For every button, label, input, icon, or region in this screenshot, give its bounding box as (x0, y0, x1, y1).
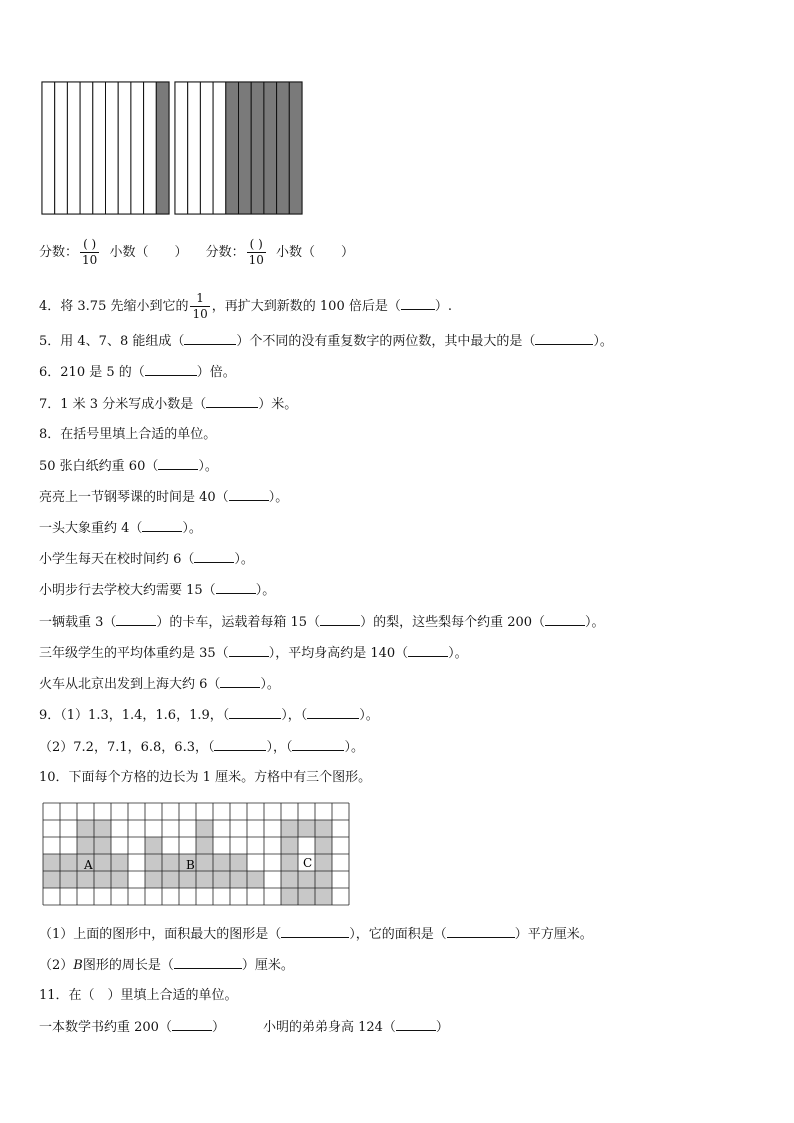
q11-l1-text-d: ） (435, 1020, 449, 1035)
grid-shaded-cell (145, 871, 162, 888)
q10-l2-text-d: ）厘米。 (241, 958, 294, 973)
grid-shaded-cell (230, 854, 247, 871)
grid-shaded-cell (196, 820, 213, 837)
grid-shaded-cell (94, 871, 111, 888)
grid-shaded-cell (247, 871, 264, 888)
q5-blank-max[interactable] (535, 333, 593, 345)
grid-shaded-cell (43, 871, 60, 888)
grid-shaded-cell (196, 871, 213, 888)
q8-l7-text-c: ）。 (448, 646, 468, 661)
grid-shaded-cell (281, 871, 298, 888)
strip-empty (144, 82, 157, 214)
q10-l1-text-b: ），它的面积是（ (349, 927, 447, 942)
q11-l1-text-b: ） (211, 1020, 225, 1035)
q8-l2-blank[interactable] (229, 489, 269, 501)
question-9-2 (39, 739, 364, 756)
strip-empty (93, 82, 106, 214)
q4-answer-blank[interactable] (401, 298, 435, 310)
q4-text-c: ）. (434, 299, 452, 314)
q10-part-1 (39, 926, 593, 943)
q8-l5-blank[interactable] (216, 582, 256, 594)
grid-shaded-cell (298, 820, 315, 837)
q10-part-2 (39, 957, 294, 974)
strip-empty (131, 82, 144, 214)
grid-shaded-cell (111, 871, 128, 888)
q8-line-4 (39, 551, 254, 568)
q4-fraction (190, 291, 209, 322)
q9-l2-end: ）。 (344, 740, 364, 755)
q8-l6-text-a: 一辆载重 3（ (39, 615, 117, 630)
q8-l6-blank-2[interactable] (320, 614, 360, 626)
q7-text-b: ）米。 (258, 397, 298, 412)
q8-l5-end: ）。 (255, 583, 276, 598)
q4-num: 1 (190, 291, 209, 307)
q8-l8-blank[interactable] (220, 676, 260, 688)
q8-l7-blank-2[interactable] (408, 645, 448, 657)
grid-shaded-cell (281, 854, 298, 871)
grid-shaded-cell (315, 871, 332, 888)
strip-empty (175, 82, 188, 214)
grid-shaded-cell (213, 854, 230, 871)
grid-label-b: B (186, 858, 195, 872)
q10-l2-text-a: （2） (39, 958, 74, 973)
q9-l1-sep: ），（ (281, 708, 308, 723)
q8-l7-text-a: 三年级学生的平均体重约是 35（ (39, 646, 229, 661)
grid-shaded-cell (77, 837, 94, 854)
grid-shaded-cell (179, 871, 196, 888)
q10-grid (42, 802, 354, 908)
q10-l2-blank[interactable] (174, 957, 242, 969)
q8-l2-text: 亮亮上一节钢琴课的时间是 40（ (39, 490, 229, 505)
q10-l1-text-c: ）平方厘米。 (514, 927, 593, 942)
q5-blank-count[interactable] (184, 333, 236, 345)
strip-shaded (239, 82, 252, 214)
q10-l2-text-c: 图形的周长是（ (82, 958, 174, 973)
q3-den2: 10 (248, 253, 264, 267)
strip-empty (213, 82, 226, 214)
q9-l2-blank-2[interactable] (292, 739, 344, 751)
q3-num1[interactable]: ( ) (80, 237, 99, 253)
q3-row (39, 237, 354, 268)
strip-shaded (156, 82, 169, 214)
strip-empty (118, 82, 131, 214)
q3-num2[interactable]: ( ) (247, 237, 266, 253)
strip-empty (55, 82, 68, 214)
strip-shaded (251, 82, 264, 214)
question-4 (39, 291, 452, 322)
question-5 (39, 333, 613, 350)
q3-label1: 分数： (39, 245, 79, 260)
grid-shaded-cell (60, 871, 77, 888)
q8-l6-text-c: ）的梨，这些梨每个约重 200（ (360, 615, 546, 630)
grid-label-c: C (303, 856, 313, 870)
grid-shaded-cell (315, 854, 332, 871)
strip-diagram-right (174, 81, 304, 217)
grid-shaded-cell (162, 871, 179, 888)
grid-shaded-cell (298, 888, 315, 905)
q8-l1-blank[interactable] (158, 458, 198, 470)
q10-l2-b: B (73, 958, 83, 973)
q7-blank[interactable] (206, 396, 258, 408)
strip-empty (67, 82, 80, 214)
strip-empty (80, 82, 93, 214)
q9-l1-blank-1[interactable] (229, 707, 281, 719)
q3-dec2[interactable]: 小数（ ） (276, 245, 355, 260)
grid-shaded-cell (77, 820, 94, 837)
strip-empty (106, 82, 119, 214)
q3-fraction1 (80, 237, 99, 268)
grid-shaded-cell (162, 854, 179, 871)
q3-dec1[interactable]: 小数（ ） (109, 245, 188, 260)
q6-blank[interactable] (145, 364, 197, 376)
q11-l1-text-c: 小明的弟弟身高 124（ (262, 1020, 396, 1035)
grid-shaded-cell (145, 837, 162, 854)
grid-shaded-cell (281, 837, 298, 854)
grid-shaded-cell (94, 854, 111, 871)
q8-l3-end: ）。 (182, 521, 202, 536)
q8-line-6 (39, 614, 605, 631)
q8-l5-text: 小明步行去学校大约需要 15（ (39, 583, 216, 598)
q8-line-2 (39, 489, 288, 506)
grid-shaded-cell (315, 837, 332, 854)
grid-shaded-cell (196, 854, 213, 871)
grid-shaded-cell (94, 837, 111, 854)
strip-shaded (277, 82, 290, 214)
q8-l7-text-b: ），平均身高约是 140（ (268, 646, 409, 661)
grid-shaded-cell (94, 820, 111, 837)
grid-shaded-cell (43, 854, 60, 871)
q8-line-5 (39, 582, 275, 599)
q5-text-a: 5．用 4、7、8 能组成（ (39, 334, 185, 349)
grid-shaded-cell (230, 871, 247, 888)
q9-l2-text: （2）7.2，7.1，6.8，6.3，（ (39, 740, 215, 755)
q11-line-1 (39, 1019, 449, 1036)
q8-l6-text-b: ）的卡车，运载着每箱 15（ (156, 615, 321, 630)
grid-shaded-cell (77, 871, 94, 888)
strip-empty (200, 82, 213, 214)
grid-shaded-cell (213, 871, 230, 888)
q8-l6-blank-3[interactable] (545, 614, 585, 626)
q7-text-a: 7．1 米 3 分米写成小数是（ (39, 397, 207, 412)
q9-l1-text: 9．（1）1.3，1.4，1.6，1.9，（ (39, 708, 230, 723)
grid-shaded-cell (315, 820, 332, 837)
grid-shaded-cell (196, 837, 213, 854)
q9-l1-blank-2[interactable] (307, 707, 359, 719)
q11-l1-blank-1[interactable] (172, 1019, 212, 1031)
q8-l8-end: ）。 (260, 677, 280, 692)
q8-l1-text: 50 张白纸约重 60（ (39, 459, 159, 474)
q10-l1-blank-2[interactable] (447, 926, 515, 938)
q4-den: 10 (192, 307, 208, 321)
q8-l2-end: ）。 (268, 490, 289, 505)
q4-text-b: ，再扩大到新数的 100 倍后是（ (211, 299, 401, 314)
grid-shaded-cell (145, 854, 162, 871)
question-6 (39, 364, 236, 381)
q8-line-1 (39, 458, 218, 475)
q8-l1-end: ）。 (198, 459, 218, 474)
strip-empty (188, 82, 201, 214)
q11-l1-blank-2[interactable] (396, 1019, 436, 1031)
q11-l1-text-a: 一本数学书约重 200（ (39, 1020, 172, 1035)
q8-l4-end: ）。 (234, 552, 254, 567)
q8-l6-blank-1[interactable] (116, 614, 156, 626)
q9-l2-blank-1[interactable] (214, 739, 266, 751)
strip-shaded (289, 82, 302, 214)
q8-line-8 (39, 676, 280, 693)
q8-line-3 (39, 520, 202, 537)
q3-fraction2 (247, 237, 266, 268)
question-7 (39, 396, 297, 413)
q10-title: 10．下面每个方格的边长为 1 厘米。方格中有三个图形。 (39, 770, 372, 785)
grid-shaded-cell (281, 820, 298, 837)
grid-shaded-cell (298, 871, 315, 888)
q11-title: 11．在（ ）里填上合适的单位。 (39, 988, 238, 1003)
strip-shaded (264, 82, 277, 214)
q8-l6-text-d: ）。 (585, 615, 605, 630)
q6-text-a: 6．210 是 5 的（ (39, 365, 145, 380)
q3-label2: 分数： (205, 245, 245, 260)
q8-line-7 (39, 645, 468, 662)
q6-text-b: ）倍。 (196, 365, 236, 380)
strip-diagram-left (41, 81, 171, 217)
grid-shaded-cell (60, 854, 77, 871)
q3-den1: 10 (82, 253, 98, 267)
q10-l1-blank-1[interactable] (281, 926, 349, 938)
q8-title: 8．在括号里填上合适的单位。 (39, 427, 217, 442)
grid-shaded-cell (315, 888, 332, 905)
q8-l8-text: 火车从北京出发到上海大约 6（ (39, 677, 221, 692)
q5-text-b: ）个不同的没有重复数字的两位数，其中最大的是（ (236, 334, 536, 349)
grid-shaded-cell (111, 854, 128, 871)
q9-l2-sep: ），（ (266, 740, 293, 755)
grid-shaded-cell (281, 888, 298, 905)
q8-l3-text: 一头大象重约 4（ (39, 521, 143, 536)
q8-l7-blank-1[interactable] (229, 645, 269, 657)
q5-text-c: ）。 (593, 334, 613, 349)
question-9-1 (39, 707, 379, 724)
q8-l4-text: 小学生每天在校时间约 6（ (39, 552, 195, 567)
q8-l3-blank[interactable] (142, 520, 182, 532)
strip-empty (42, 82, 55, 214)
q10-l1-text-a: （1）上面的图形中，面积最大的图形是（ (39, 927, 282, 942)
q9-l1-end: ）。 (359, 708, 379, 723)
strip-shaded (226, 82, 239, 214)
q8-l4-blank[interactable] (194, 551, 234, 563)
q4-text-a: 4．将 3.75 先缩小到它的 (39, 299, 189, 314)
grid-label-a: A (84, 858, 93, 872)
